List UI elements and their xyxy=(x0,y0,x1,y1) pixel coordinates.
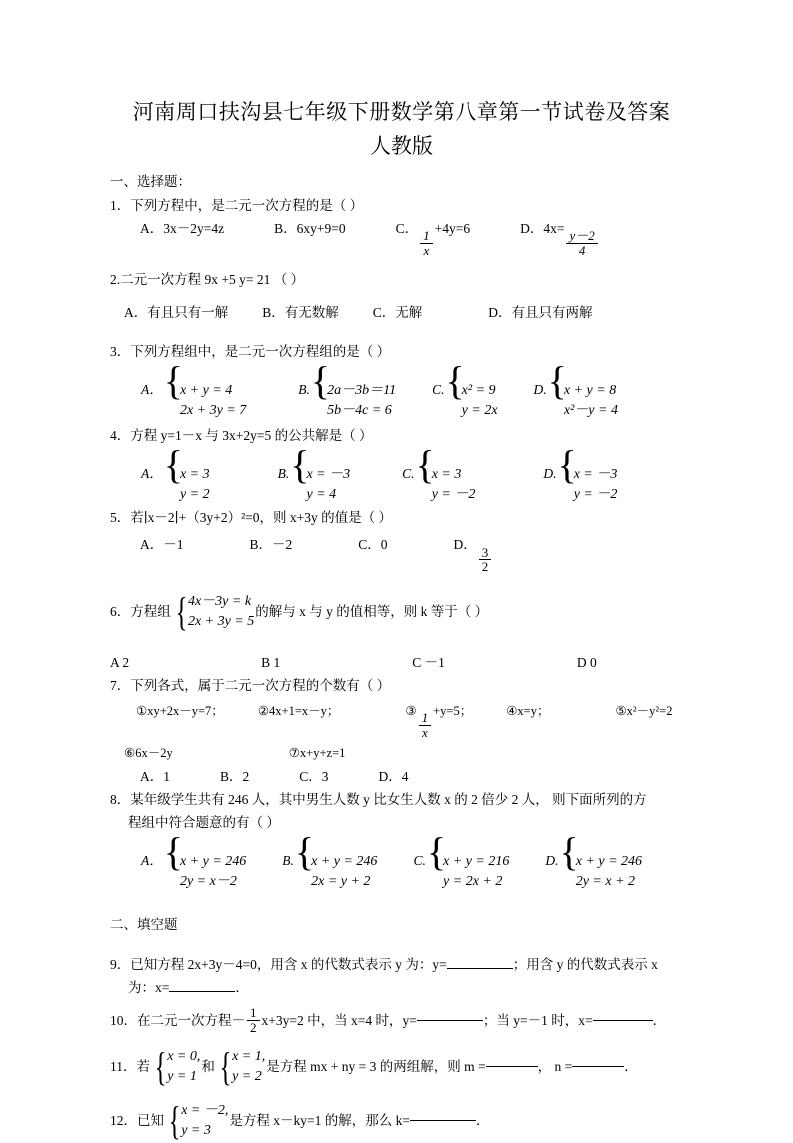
q7-item-2: ②4x+1=x－y； xyxy=(257,703,340,718)
q7-item-3: ③ $\frac{1}{x}$ +y=5； xyxy=(405,703,473,740)
section-heading-fill: 二、填空题 xyxy=(110,917,178,933)
left-brace-icon: { xyxy=(154,1043,167,1089)
question-9-line2: 为：x= ． xyxy=(128,980,249,996)
fraction-three-halves: $\frac{3}{2}$ xyxy=(479,546,492,574)
left-brace-icon: { xyxy=(310,358,331,404)
q6-option-d[interactable]: D 0 xyxy=(576,654,597,670)
q7-option-d[interactable]: D．4 xyxy=(378,769,409,785)
q7-option-b[interactable]: B．2 xyxy=(220,769,250,785)
question-3-options xyxy=(110,358,693,421)
q4-option-a[interactable]: A．{ x = 3 y = 2 xyxy=(141,442,210,503)
q10-blank-1[interactable] xyxy=(417,1020,483,1021)
left-brace-icon: { xyxy=(290,442,310,488)
q2-option-b[interactable]: B．有无数解 xyxy=(262,305,339,321)
page-subtitle: 人教版 xyxy=(370,134,433,158)
question-8-stem-line1: 8．某年级学生共有 246 人，其中男生人数 y 比女生人数 x 的 2 倍少 2 人， 则下面所列的方 xyxy=(110,792,647,808)
q4-option-c[interactable]: C.{ x = 3 y = －2 xyxy=(402,442,476,503)
fraction-one-over-x: $\frac{1}{x}$ xyxy=(420,229,433,257)
q12-blank-k[interactable] xyxy=(410,1120,476,1121)
left-brace-icon: { xyxy=(168,1097,181,1143)
q11-blank-m[interactable] xyxy=(486,1066,538,1067)
q1-option-b[interactable]: B．6xy+9=0 xyxy=(274,221,346,236)
question-4-options xyxy=(110,442,693,505)
left-brace-icon: { xyxy=(163,442,183,488)
question-7-expressions-row2 xyxy=(110,743,693,764)
left-brace-icon: { xyxy=(557,442,577,488)
left-brace-icon: { xyxy=(294,829,315,875)
left-brace-icon: { xyxy=(163,829,183,875)
q6-system: { 4x－3y = k 2x + 3y = 5 xyxy=(175,588,255,634)
q4-option-b[interactable]: B.{ x = －3 y = 4 xyxy=(277,442,351,503)
question-2-options xyxy=(110,302,693,323)
left-brace-icon: { xyxy=(219,1043,232,1089)
q3-option-c[interactable]: C.{ x² = 9 y = 2x xyxy=(432,358,498,419)
question-5-stem: 5．若∣x－2∣+（3y+2）²=0，则 x+3y 的值是（ ） xyxy=(110,510,392,526)
q8-option-c[interactable]: C.{ x + y = 216 y = 2x + 2 xyxy=(413,829,510,890)
q11-system-1: { x = 0, y = 1 xyxy=(154,1043,201,1089)
section-heading-choice: 一、选择题： xyxy=(110,174,191,189)
q5-option-b[interactable]: B．－2 xyxy=(249,537,293,553)
question-2-stem: 2.二元一次方程 9x +5 y= 21 （ ） xyxy=(110,272,305,288)
q8-option-b[interactable]: B.{ x + y = 246 2x = y + 2 xyxy=(282,829,378,890)
question-5-options xyxy=(110,534,693,573)
q9-blank-1[interactable] xyxy=(447,968,513,969)
q5-option-c[interactable]: C．0 xyxy=(358,537,388,553)
left-brace-icon: { xyxy=(163,358,183,404)
page-title: 河南周口扶沟县七年级下册数学第八章第一节试卷及答案 xyxy=(132,100,671,124)
q7-item-7: ⑦x+y+z=1 xyxy=(288,746,346,761)
q1-option-a[interactable]: A．3x－2y=4z xyxy=(140,221,225,236)
q12-system: { x = －2, y = 3 xyxy=(168,1097,229,1143)
q3-option-a[interactable]: A．{ x + y = 4 2x + 3y = 7 xyxy=(141,358,247,419)
question-1-options xyxy=(110,218,693,257)
q7-option-a[interactable]: A．1 xyxy=(140,769,170,785)
q2-option-d[interactable]: D．有且只有两解 xyxy=(488,305,593,321)
q4-option-d[interactable]: D.{ x = －3 y = －2 xyxy=(543,442,618,503)
q11-blank-n[interactable] xyxy=(572,1066,624,1067)
question-8-stem-line2: 程组中符合题意的有（ ） xyxy=(128,815,280,831)
q11-system-2: { x = 1, y = 2 xyxy=(219,1043,266,1089)
q5-option-a[interactable]: A．－1 xyxy=(140,537,184,553)
q7-item-6: ⑥6x－2y xyxy=(124,746,173,761)
q7-item-4: ④x=y； xyxy=(506,703,550,718)
question-11: 11．若 { x = 0, y = 1 和 { x = 1, y = 2 是方程 mx + ny = 3 的两组解，则 m = ， n = ． xyxy=(110,1043,638,1089)
q5-option-d[interactable]: D． $\frac{3}{2}$ xyxy=(454,534,494,573)
q2-option-a[interactable]: A．有且只有一解 xyxy=(124,305,229,321)
question-12: 12．已知 { x = －2, y = 3 是方程 x－ky=1 的解，那么 k= ． xyxy=(110,1097,490,1143)
q3-option-d[interactable]: D.{ x + y = 8 x²－y = 4 xyxy=(533,358,618,419)
left-brace-icon: { xyxy=(175,588,188,634)
question-10: 10．在二元一次方程－ $\frac{1}{2}$ x+3y=2 中，当 x=4 时，y= ；当 y=－1 时，x= ． xyxy=(110,1005,667,1035)
q6-option-a[interactable]: A 2 xyxy=(110,654,130,670)
question-9-line1: 9．已知方程 2x+3y－4=0，用含 x 的代数式表示 y 为：y= ；用含 y 的代数式表示 x xyxy=(110,957,658,973)
question-8-options xyxy=(110,829,693,892)
q9-blank-2[interactable] xyxy=(169,991,235,992)
q1-option-c[interactable]: C． $\frac{1}{x}$ +4y=6 xyxy=(395,221,471,258)
left-brace-icon: { xyxy=(547,358,567,404)
q6-option-c[interactable]: C －1 xyxy=(412,654,445,670)
question-1-stem: 1．下列方程中，是二元一次方程的是（ ） xyxy=(110,198,364,213)
q7-option-c[interactable]: C．3 xyxy=(299,769,329,785)
question-6-stem: 6．方程组 { 4x－3y = k 2x + 3y = 5 的解与 x 与 y 的值相等，则 k 等于（ ） xyxy=(110,588,489,634)
left-brace-icon: { xyxy=(415,442,435,488)
q3-option-b[interactable]: B.{ 2a－3b＝11 5b－4c = 6 xyxy=(298,358,397,419)
q8-option-d[interactable]: D.{ x + y = 246 2y = x + 2 xyxy=(545,829,643,890)
q6-option-b[interactable]: B 1 xyxy=(261,654,281,670)
q2-option-c[interactable]: C．无解 xyxy=(372,305,423,321)
fraction-one-over-x: $\frac{1}{x}$ xyxy=(419,711,432,739)
q7-item-1: ①xy+2x－y=7； xyxy=(136,703,224,718)
left-brace-icon: { xyxy=(559,829,579,875)
q10-blank-2[interactable] xyxy=(593,1020,653,1021)
question-7-stem: 7．下列各式，属于二元一次方程的个数有（ ） xyxy=(110,677,391,693)
left-brace-icon: { xyxy=(426,829,447,875)
fraction-y-minus-2-over-4: $\frac{y-2}{4}$ xyxy=(566,229,597,257)
fraction-one-half: $\frac{1}{2}$ xyxy=(247,1006,260,1034)
question-4-stem: 4．方程 y=1－x 与 3x+2y=5 的公共解是（ ） xyxy=(110,428,373,444)
question-6-options xyxy=(110,652,693,673)
question-3-stem: 3．下列方程组中，是二元一次方程组的是（ ） xyxy=(110,344,391,360)
question-7-options xyxy=(110,766,693,787)
q1-option-d[interactable]: D．4x= $\frac{y-2}{4}$ xyxy=(520,218,600,257)
question-7-expressions-row1 xyxy=(110,701,693,739)
q7-item-5: ⑤x²－y²=2 xyxy=(615,703,673,718)
q8-option-a[interactable]: A．{ x + y = 246 2y = x－2 xyxy=(141,829,247,890)
left-brace-icon: { xyxy=(445,358,465,404)
